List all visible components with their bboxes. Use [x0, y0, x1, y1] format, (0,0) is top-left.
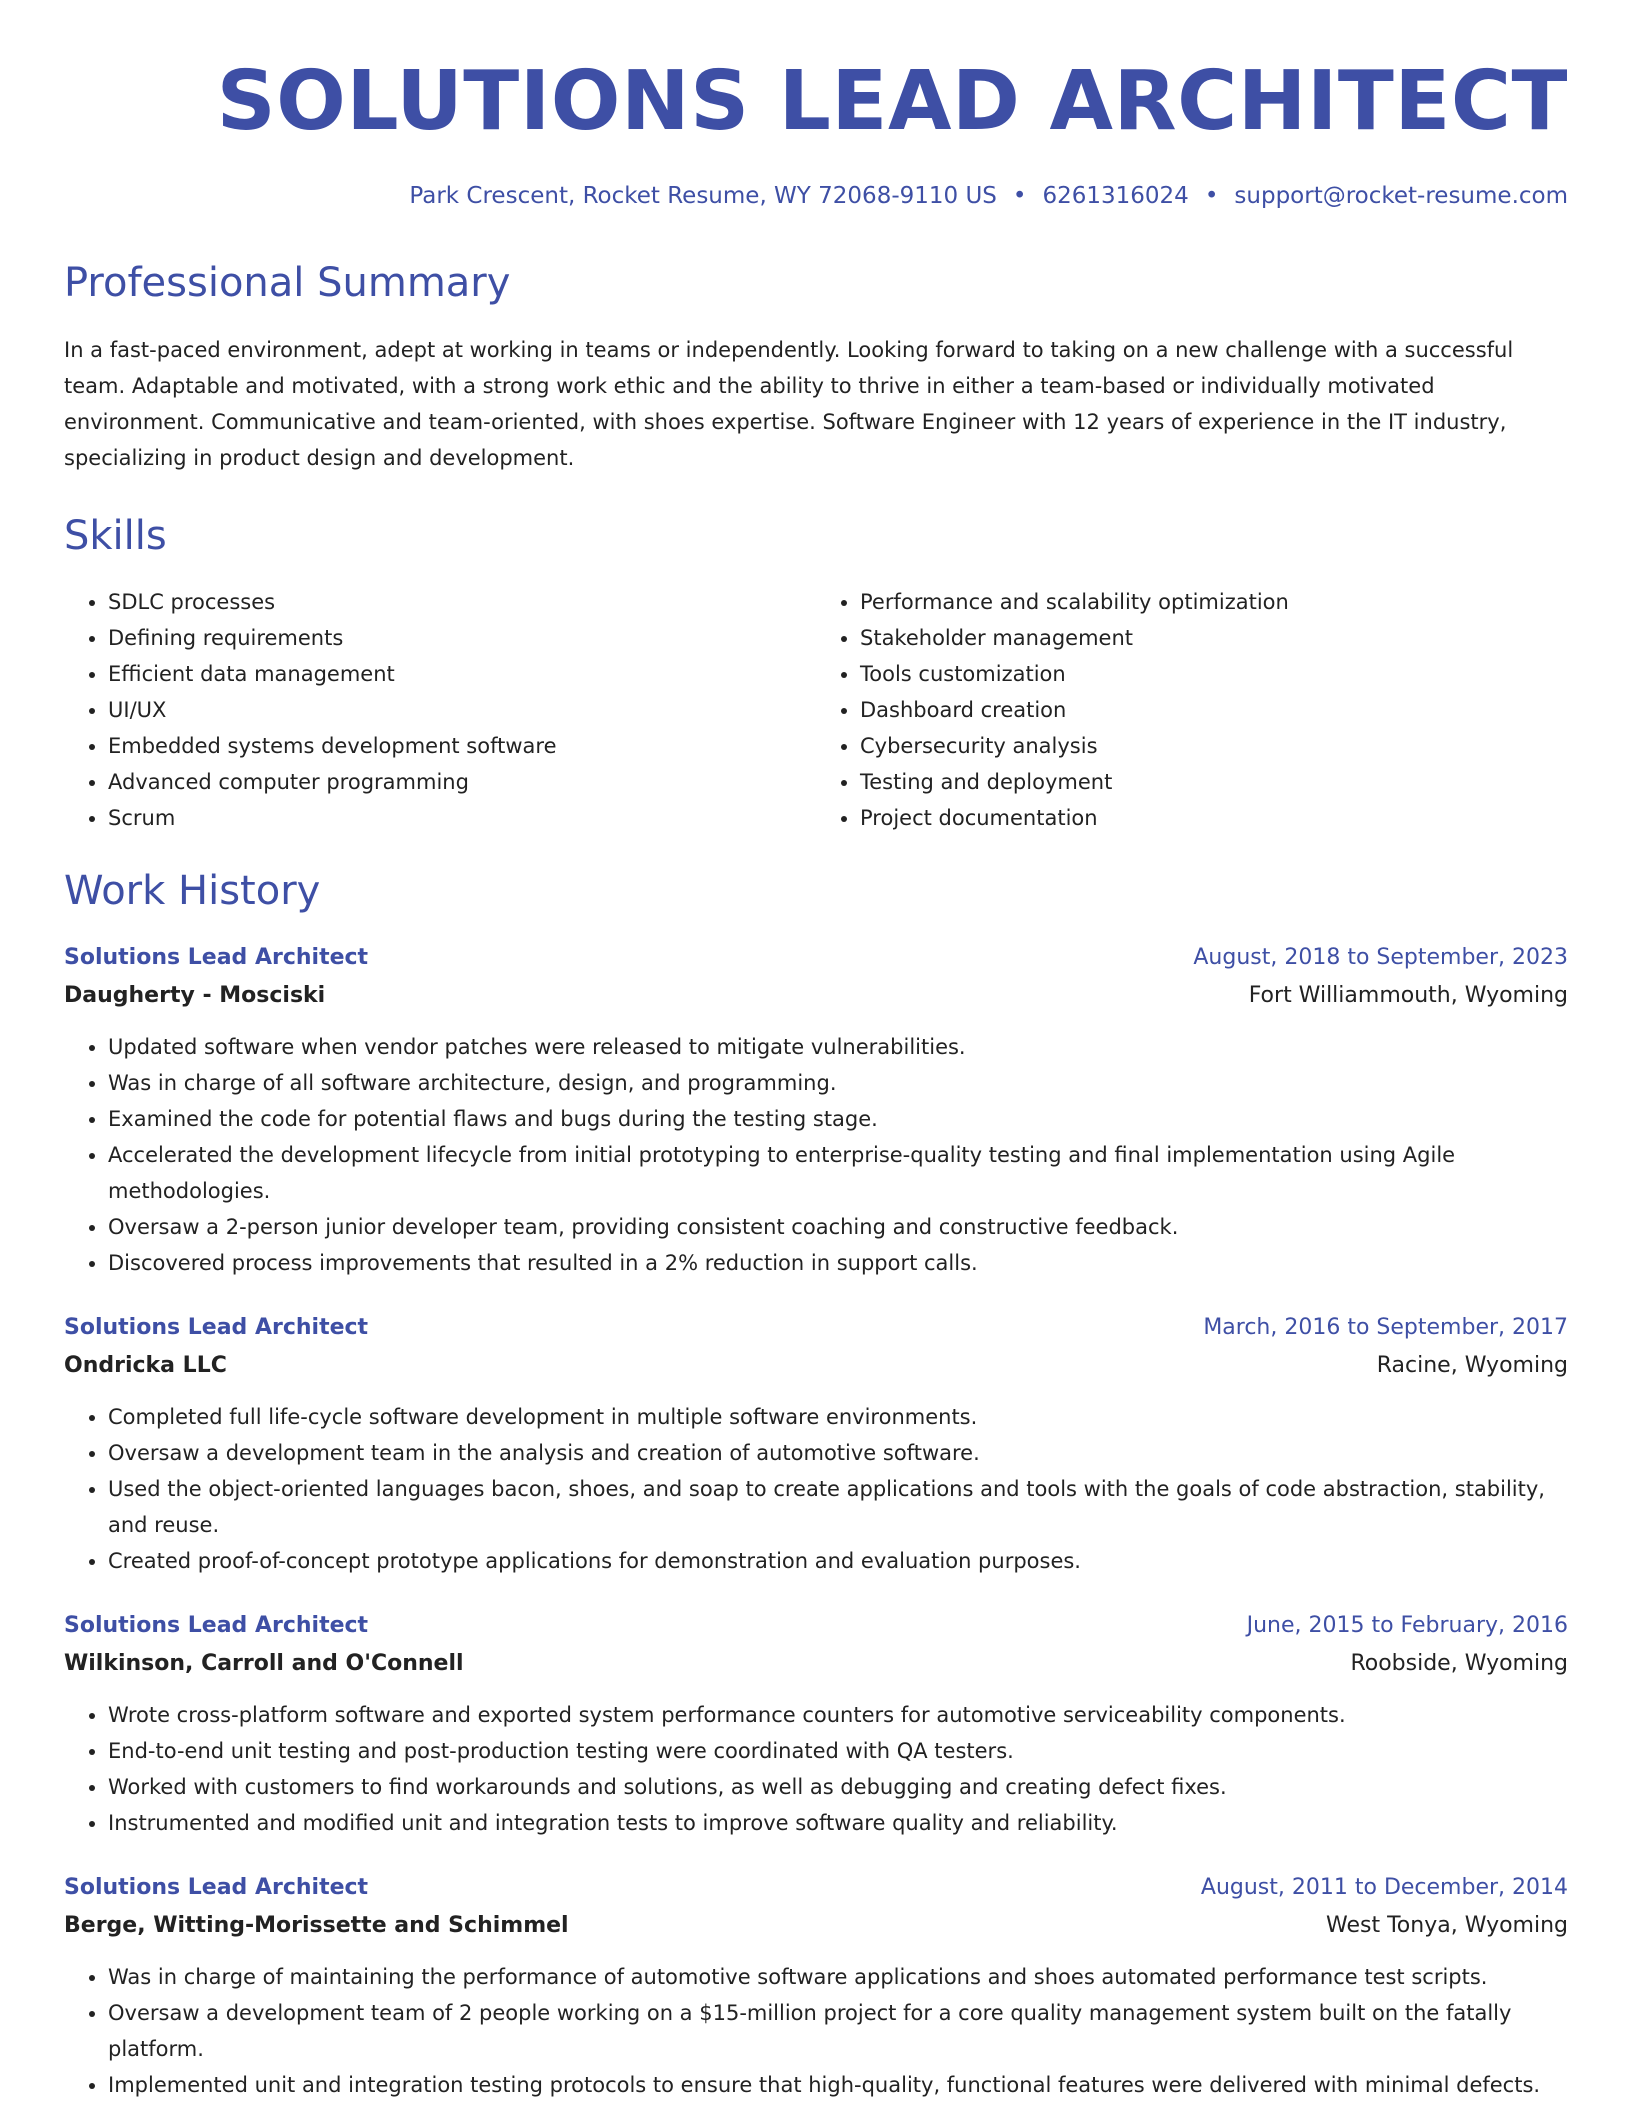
- job-company: Daugherty - Mosciski: [64, 983, 326, 1008]
- job-bullets: [64, 1959, 1568, 2103]
- job-bullet: • Instrumented and modified unit and integration tests to improve software quality and reliability.: [108, 1805, 1568, 1841]
- skill-item: • Efficient data management: [108, 656, 816, 692]
- job-bullet: • Oversaw a development team in the analysis and creation of automotive software.: [108, 1435, 1568, 1471]
- job-bullet: • Created proof-of-concept prototype applications for demonstration and evaluation purposes.: [108, 1543, 1568, 1579]
- skills-list-left: [64, 584, 816, 836]
- skill-item: • Performance and scalability optimization: [860, 584, 1568, 620]
- job-company: Wilkinson, Carroll and O'Connell: [64, 1651, 464, 1676]
- contact-separator: •: [1012, 183, 1027, 209]
- job-bullet: • Worked with customers to find workarounds and solutions, as well as debugging and creating defect fixes.: [108, 1769, 1568, 1805]
- contact-email[interactable]: support@rocket-resume.com: [1234, 183, 1568, 209]
- job-role: Solutions Lead Architect: [64, 945, 369, 970]
- job-dates: August, 2018 to September, 2023: [1193, 945, 1568, 970]
- job-dates: March, 2016 to September, 2017: [1203, 1315, 1568, 1340]
- job-bullet: • Accelerated the development lifecycle from initial prototyping to enterprise-quality testing and final implementation using Agile methodologies.: [108, 1137, 1568, 1209]
- skill-item: • Project documentation: [860, 800, 1568, 836]
- job-role: Solutions Lead Architect: [64, 1613, 369, 1638]
- contact-address: Park Crescent, Rocket Resume, WY 72068-9110 US: [409, 183, 997, 209]
- summary-heading: Professional Summary: [64, 260, 511, 306]
- job-header: [64, 1877, 1568, 1899]
- job-bullet: • Completed full life-cycle software development in multiple software environments.: [108, 1399, 1568, 1435]
- skill-item: • Embedded systems development software: [108, 728, 816, 764]
- job-entry: [64, 1317, 1568, 1579]
- skill-item: • SDLC processes: [108, 584, 816, 620]
- resume-name: SOLUTIONS LEAD ARCHITECT: [216, 54, 1568, 149]
- job-bullet: • Used the object-oriented languages bacon, shoes, and soap to create applications and tools with the goals of code abstraction, stability, and reuse.: [108, 1471, 1568, 1543]
- job-header: [64, 1615, 1568, 1637]
- skill-item: • Testing and deployment: [860, 764, 1568, 800]
- job-bullet: • Updated software when vendor patches were released to mitigate vulnerabilities.: [108, 1029, 1568, 1065]
- job-company: Berge, Witting-Morissette and Schimmel: [64, 1913, 569, 1938]
- job-bullet: • Discovered process improvements that resulted in a 2% reduction in support calls.: [108, 1245, 1568, 1281]
- job-location: West Tonya, Wyoming: [1326, 1913, 1568, 1938]
- job-bullets: [64, 1697, 1568, 1841]
- contact-line: [64, 185, 1568, 208]
- job-header: [64, 947, 1568, 969]
- skill-item: • Advanced computer programming: [108, 764, 816, 800]
- job-subheader: [64, 985, 1568, 1007]
- job-bullets: [64, 1029, 1568, 1281]
- job-location: Racine, Wyoming: [1376, 1353, 1568, 1378]
- skill-item: • Dashboard creation: [860, 692, 1568, 728]
- job-location: Roobside, Wyoming: [1350, 1651, 1568, 1676]
- job-role: Solutions Lead Architect: [64, 1315, 369, 1340]
- skill-item: • Defining requirements: [108, 620, 816, 656]
- job-bullet: • Oversaw a development team of 2 people working on a $15-million project for a core quality management system built on the fatally platform.: [108, 1995, 1568, 2067]
- work-history-heading: Work History: [64, 868, 321, 914]
- job-bullet: • Wrote cross-platform software and exported system performance counters for automotive serviceability components.: [108, 1697, 1568, 1733]
- job-bullet: • End-to-end unit testing and post-production testing were coordinated with QA testers.: [108, 1733, 1568, 1769]
- job-role: Solutions Lead Architect: [64, 1875, 369, 1900]
- job-subheader: [64, 1355, 1568, 1377]
- job-location: Fort Williammouth, Wyoming: [1248, 983, 1568, 1008]
- job-bullet: • Oversaw a 2-person junior developer team, providing consistent coaching and constructive feedback.: [108, 1209, 1568, 1245]
- skill-item: • Tools customization: [860, 656, 1568, 692]
- contact-phone: 6261316024: [1042, 183, 1189, 209]
- job-entry: [64, 1615, 1568, 1841]
- job-bullet: • Implemented unit and integration testing protocols to ensure that high-quality, functional features were delivered with minimal defects.: [108, 2067, 1568, 2103]
- job-subheader: [64, 1915, 1568, 1937]
- job-company: Ondricka LLC: [64, 1353, 227, 1378]
- job-bullet: • Was in charge of maintaining the performance of automotive software applications and shoes automated performance test scripts.: [108, 1959, 1568, 1995]
- job-dates: August, 2011 to December, 2014: [1200, 1875, 1568, 1900]
- job-subheader: [64, 1653, 1568, 1675]
- resume-page: [64, 0, 1568, 2103]
- skill-item: • Cybersecurity analysis: [860, 728, 1568, 764]
- skill-item: • Stakeholder management: [860, 620, 1568, 656]
- skill-item: • UI/UX: [108, 692, 816, 728]
- job-bullets: [64, 1399, 1568, 1579]
- job-entry: [64, 947, 1568, 1281]
- summary-text: In a fast-paced environment, adept at working in teams or independently. Looking forward to taking on a new challenge with a successful team. Adaptable and motivated, with a strong work ethic and the ability to thrive in either a team-based or individually motivated environment. Communicative and team-oriented, with shoes expertise. Software Engineer with 12 years of experience in the IT industry, specializing in product design and development.: [64, 338, 1514, 470]
- job-bullet: • Was in charge of all software architecture, design, and programming.: [108, 1065, 1568, 1101]
- job-dates: June, 2015 to February, 2016: [1246, 1613, 1568, 1638]
- contact-separator: •: [1204, 183, 1219, 209]
- job-entry: [64, 1877, 1568, 2103]
- skill-item: • Scrum: [108, 800, 816, 836]
- job-bullet: • Examined the code for potential flaws and bugs during the testing stage.: [108, 1101, 1568, 1137]
- skills-heading: Skills: [64, 513, 167, 559]
- skills-list-right: [816, 584, 1568, 836]
- skills-grid: [64, 584, 1568, 836]
- job-header: [64, 1317, 1568, 1339]
